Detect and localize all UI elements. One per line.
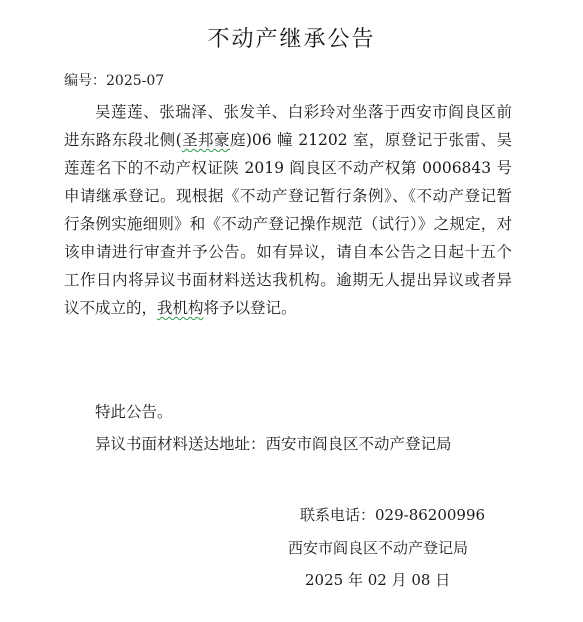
objection-address: 异议书面材料送达地址：西安市阎良区不动产登记局 [95, 435, 452, 453]
announcement-body [64, 98, 512, 322]
special-notice: 特此公告。 [95, 403, 173, 421]
body-text-part-2: 庭)06 幢 21202 室，原登记于张雷、吴莲莲名下的不动产权证陕 2019 阎良区不动产权第 0006843 号申请继承登记。现根据《不动产登记暂行条例》、《不动产登记暂行条例实施细则》和《不动产登记操作规范（试行）》之规定，对该申请进行审查并予公告。如有异议，请自本公告之日起十五个工作日内将异议书面材料送达我机构。逾期无人提出异议或者异议不成立的， [64, 131, 512, 317]
body-text-part-1: 吴莲莲、张瑞泽、张发羊、白彩玲对坐落于西安市阎良区前进东路东段北侧( [64, 103, 512, 149]
spellcheck-underlined-text: 圣邦豪 [181, 131, 230, 149]
contact-phone: 联系电话：029-86200996 [300, 506, 486, 524]
spellcheck-underlined-text-2: 我机构 [157, 299, 204, 317]
issuing-organization: 西安市阎良区不动产登记局 [288, 539, 469, 557]
document-number: 编号：2025-07 [64, 73, 165, 89]
body-text-part-3: 将予以登记。 [203, 299, 297, 317]
announcement-title: 不动产继承公告 [207, 27, 376, 52]
issue-date: 2025 年 02 月 08 日 [305, 571, 451, 589]
